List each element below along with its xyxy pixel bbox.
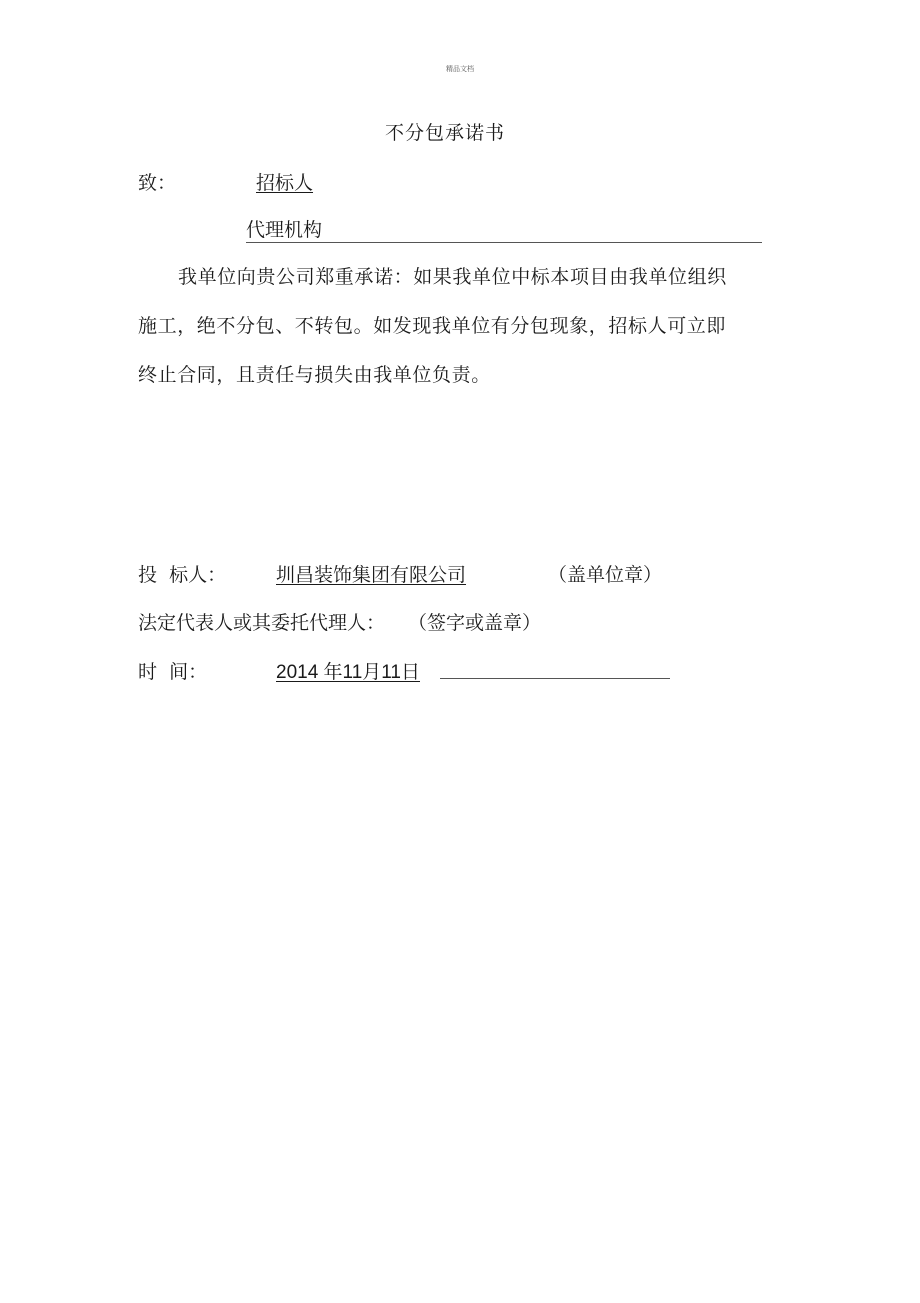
body-line-1: 我单位向贵公司郑重承诺：如果我单位中标本项目由我单位组织 [178, 266, 727, 288]
seal-note: （盖单位章） [548, 564, 663, 586]
recipient-agency: 代理机构 [246, 219, 323, 241]
date-value: 2014 年11月11日 [276, 662, 420, 683]
time-label: 时 间： [138, 661, 208, 683]
header-note: 精品文档 [446, 65, 474, 73]
signature-note: （签字或盖章） [408, 612, 542, 634]
body-line-2: 施工，绝不分包、不转包。如发现我单位有分包现象，招标人可立即 [138, 315, 727, 337]
recipient-tenderer: 招标人 [256, 172, 314, 194]
recipient-underline [246, 242, 762, 243]
representative-label: 法定代表人或其委托代理人： [138, 612, 386, 634]
bidder-label: 投 标人： [138, 564, 227, 586]
to-label: 致： [138, 172, 177, 194]
body-line-3: 终止合同，且责任与损失由我单位负责。 [138, 364, 491, 386]
date-underline [440, 678, 670, 679]
bidder-name: 圳昌装饰集团有限公司 [276, 564, 467, 586]
document-title: 不分包承诺书 [384, 122, 505, 144]
